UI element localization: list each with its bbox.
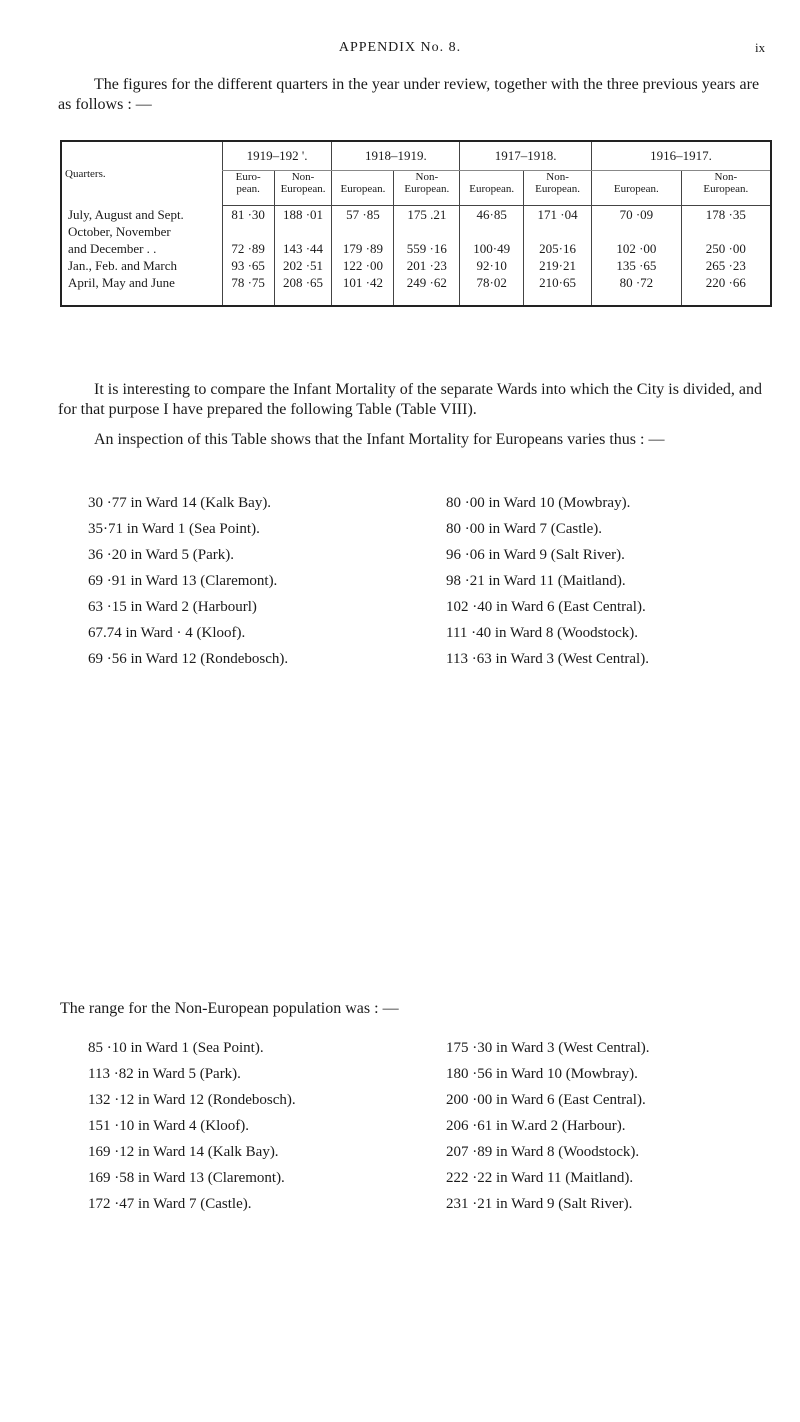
table-cell	[460, 274, 524, 306]
cell-value: 78·02	[476, 275, 507, 290]
ward-entry: 169 ·12 in Ward 14 (Kalk Bay).	[88, 1144, 279, 1160]
cell-value: 122 ·00	[342, 258, 383, 273]
table-cell	[222, 223, 274, 257]
cell-value: 57 ·85	[346, 207, 380, 222]
table-row	[61, 223, 771, 257]
ward-entry: 69 ·91 in Ward 13 (Claremont).	[88, 573, 278, 589]
sub-header-cell	[681, 171, 771, 206]
table-cell	[592, 206, 682, 224]
table-cell	[274, 206, 332, 224]
cell-value: 46·85	[476, 207, 507, 222]
ward-entry: 207 ·89 in Ward 8 (Woodstock).	[446, 1144, 640, 1160]
cell-value: 171 ·04	[537, 207, 578, 222]
row-label	[61, 274, 222, 306]
table-cell	[524, 274, 592, 306]
sub-header-cell	[524, 171, 592, 206]
ward-entry: 67.74 in Ward · 4 (Kloof).	[88, 625, 246, 641]
row-label	[61, 223, 222, 257]
table-cell	[332, 206, 394, 224]
row-label-line: April, May and June	[68, 275, 175, 290]
cell-value: 81 ·30	[231, 207, 265, 222]
row-label-line: July, August and Sept.	[68, 206, 184, 222]
ward-entry: 222 ·22 in Ward 11 (Maitland).	[446, 1170, 634, 1186]
ward-entry: 80 ·00 in Ward 10 (Mowbray).	[446, 495, 631, 511]
table-cell	[394, 223, 460, 257]
page-number: ix	[755, 40, 766, 55]
table-cell	[592, 223, 682, 257]
quarters-header: Quarters.	[65, 167, 106, 180]
sub-header-line: Non-	[546, 171, 569, 183]
cell-value: 135 ·65	[616, 258, 657, 273]
table-row	[61, 257, 771, 274]
table-cell	[460, 206, 524, 224]
table-cell	[332, 223, 394, 257]
cell-value: 219·21	[539, 258, 576, 273]
cell-value: 102 ·00	[616, 241, 657, 256]
sub-header-cell	[332, 171, 394, 206]
table-cell	[332, 257, 394, 274]
ward-entry: 113 ·63 in Ward 3 (West Central).	[446, 651, 649, 667]
sub-header-cell	[274, 171, 332, 206]
table-cell	[274, 223, 332, 257]
cell-value: 210·65	[539, 275, 576, 290]
table-cell	[681, 257, 771, 274]
ward-entry: 63 ·15 in Ward 2 (Harbourl)	[88, 599, 257, 615]
cell-value: 205·16	[539, 241, 576, 256]
sub-header-line: Non-	[415, 171, 439, 183]
ward-entry: 169 ·58 in Ward 13 (Claremont).	[88, 1170, 285, 1186]
european-list-right	[446, 490, 649, 672]
ward-entry: 113 ·82 in Ward 5 (Park).	[88, 1066, 241, 1082]
ward-entry: 96 ·06 in Ward 9 (Salt River).	[446, 547, 625, 563]
table-cell	[681, 274, 771, 306]
sub-header-cell	[592, 171, 682, 206]
sub-header-line: European.	[280, 183, 326, 195]
table-cell	[592, 274, 682, 306]
ward-entry: 175 ·30 in Ward 3 (West Central).	[446, 1040, 650, 1056]
sub-header-line: European.	[613, 183, 659, 195]
sub-header-line: European.	[340, 183, 386, 195]
cell-value: 101 ·42	[342, 275, 383, 290]
cell-value: 143 ·44	[282, 241, 324, 256]
sub-header-cell	[460, 171, 524, 206]
cell-value: 100·49	[473, 241, 511, 256]
compare-paragraph: It is interesting to compare the Infant Mortality of the separate Wards into which the City is divided, and for that purpose I have prepared the following Table (Table VIII).	[58, 381, 763, 418]
table-cell	[394, 206, 460, 224]
intro-paragraph: The figures for the different quarters in the year under review, together with the three previous years are as follows : —	[58, 76, 760, 113]
ward-entry: 231 ·21 in Ward 9 (Salt River).	[446, 1196, 633, 1212]
table-cell	[460, 257, 524, 274]
ward-entry: 80 ·00 in Ward 7 (Castle).	[446, 521, 602, 537]
cell-value: 188 ·01	[282, 207, 324, 222]
cell-value: 201 ·23	[406, 258, 447, 273]
cell-value: 72 ·89	[231, 241, 265, 256]
ward-entry: 102 ·40 in Ward 6 (East Central).	[446, 599, 646, 615]
table-cell	[222, 206, 274, 224]
sub-header-line: European.	[469, 183, 515, 195]
table-cell	[332, 274, 394, 306]
non-european-list-right	[446, 1035, 650, 1217]
cell-value: 80 ·72	[619, 275, 654, 290]
cell-value: 202 ·51	[282, 258, 324, 273]
ward-entry: 98 ·21 in Ward 11 (Maitland).	[446, 573, 626, 589]
table-cell	[681, 206, 771, 224]
sub-header-line: European.	[404, 183, 450, 195]
row-label-line: Jan., Feb. and March	[68, 258, 178, 273]
sub-header-line: Non-	[291, 171, 315, 183]
ward-entry: 180 ·56 in Ward 10 (Mowbray).	[446, 1066, 638, 1082]
table-cell	[524, 257, 592, 274]
period-header: 1917–1918.	[460, 141, 592, 171]
cell-value: 220 ·66	[705, 275, 746, 290]
cell-value: 179 ·89	[342, 241, 383, 256]
row-label	[61, 257, 222, 274]
cell-value: 92·10	[476, 258, 507, 273]
ward-entry: 111 ·40 in Ward 8 (Woodstock).	[446, 625, 638, 641]
ward-entry: 30 ·77 in Ward 14 (Kalk Bay).	[88, 495, 272, 511]
table-cell	[681, 223, 771, 257]
cell-value: 93 ·65	[231, 258, 265, 273]
cell-value: 178 ·35	[705, 207, 746, 222]
row-label-line: October, November	[68, 224, 171, 239]
table-cell	[394, 257, 460, 274]
table-cell	[222, 274, 274, 306]
table-cell	[460, 223, 524, 257]
sub-header-line: Euro-	[235, 171, 261, 183]
table-cell	[222, 257, 274, 274]
sub-header-line: European.	[535, 183, 581, 195]
table-row	[61, 206, 771, 224]
sub-header-cell	[394, 171, 460, 206]
cell-value: 265 ·23	[705, 258, 746, 273]
ward-entry: 35·71 in Ward 1 (Sea Point).	[88, 521, 260, 537]
sub-header-line: European.	[703, 183, 749, 195]
ward-entry: 69 ·56 in Ward 12 (Rondebosch).	[88, 651, 289, 667]
ward-entry: 200 ·00 in Ward 6 (East Central).	[446, 1092, 646, 1108]
ward-entry: 85 ·10 in Ward 1 (Sea Point).	[88, 1040, 264, 1056]
table-cell	[274, 257, 332, 274]
table-row	[61, 274, 771, 306]
row-label-line: and December . .	[68, 241, 157, 256]
quarterly-mortality-table	[60, 140, 772, 307]
table-cell	[394, 274, 460, 306]
ward-entry: 132 ·12 in Ward 12 (Rondebosch).	[88, 1092, 296, 1108]
table-cell	[592, 257, 682, 274]
sub-header-line	[335, 171, 390, 183]
ward-entry: 172 ·47 in Ward 7 (Castle).	[88, 1196, 252, 1212]
sub-header-line: pean.	[236, 183, 260, 195]
cell-value: 249 ·62	[406, 275, 447, 290]
page-header: APPENDIX No. 8.	[338, 40, 462, 55]
sub-header-line: Non-	[714, 171, 738, 183]
row-label	[61, 206, 222, 224]
table-cell	[274, 274, 332, 306]
period-header: 1918–1919.	[332, 141, 460, 171]
cell-value: 208 ·65	[282, 275, 324, 290]
ward-entry: 36 ·20 in Ward 5 (Park).	[88, 547, 234, 563]
european-list-left	[88, 490, 288, 672]
cell-value: 175 .21	[407, 207, 447, 222]
cell-value: 250 ·00	[705, 241, 746, 256]
sub-header-line	[463, 171, 520, 183]
table-cell	[524, 206, 592, 224]
range-intro: The range for the Non-European population was : —	[60, 1000, 399, 1017]
ward-entry: 206 ·61 in W.ard 2 (Harbour).	[446, 1118, 626, 1134]
inspection-paragraph: An inspection of this Table shows that the Infant Mortality for Europeans varies thus : —	[94, 431, 665, 448]
cell-value: 70 ·09	[619, 207, 654, 222]
table-cell	[524, 223, 592, 257]
ward-entry: 151 ·10 in Ward 4 (Kloof).	[88, 1118, 249, 1134]
non-european-list-left	[88, 1035, 296, 1217]
table-body	[61, 206, 771, 307]
cell-value: 559 ·16	[406, 241, 447, 256]
period-header: 1919–192 '.	[222, 141, 332, 171]
sub-header-cell	[222, 171, 274, 206]
sub-header-line	[595, 171, 678, 183]
cell-value: 78 ·75	[231, 275, 265, 290]
period-header: 1916–1917.	[592, 141, 771, 171]
